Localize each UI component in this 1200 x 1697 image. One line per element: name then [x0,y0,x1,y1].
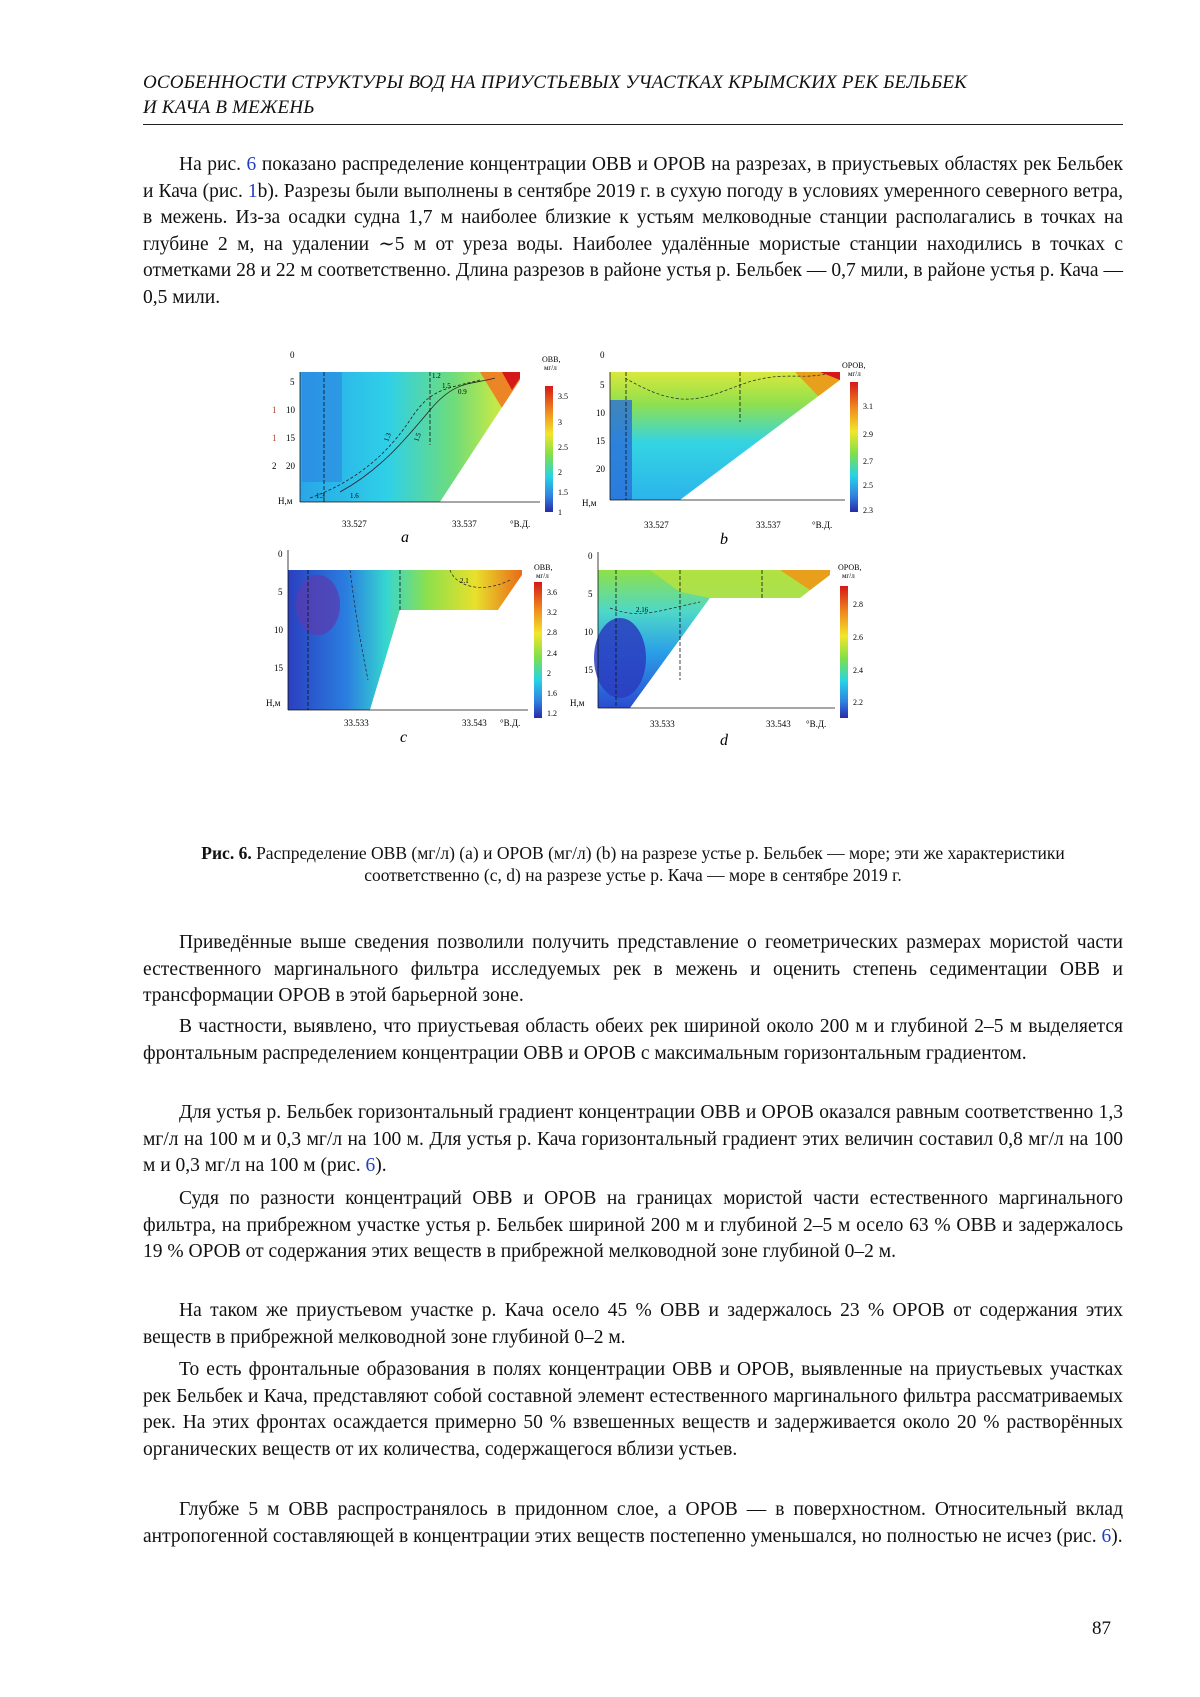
contour-label: 2.16 [636,606,649,614]
y-tick: 5 [600,380,605,390]
legend-tick: 2.6 [853,633,863,642]
legend-tick: 2 [547,669,551,678]
panel-b [582,350,873,548]
panel-letter: b [720,531,728,548]
contour-label: 2.1 [460,577,469,585]
page-number: 87 [1092,1618,1111,1639]
x-unit: °В.Д. [510,519,531,529]
x-tick: 33.533 [650,719,675,729]
legend-title: ОВВ, [542,355,561,364]
panel-a-low-zone [302,372,342,482]
y-tick: 10 [274,625,283,635]
panel-c [266,549,557,746]
legend-tick: 1.6 [547,689,557,698]
y-tick: 10 [596,408,605,418]
legend-tick: 1 [558,508,562,517]
paragraph-1: Приведённые выше сведения позволили получить представление о геометрических размерах мористой части естественного маргинального фильтра исследуемых рек в межень и оценить степень седиментации ОВВ и трансформации ОРОВ в этой барьерной зоне. [143,932,1123,1007]
legend-tick: 2 [558,468,562,477]
y-tick: 0 [588,551,593,561]
colorbar [545,386,553,512]
margin-mark: 1 [272,405,277,415]
legend-tick: 2.8 [853,600,863,609]
legend-tick: 2.8 [547,628,557,637]
legend-tick: 2.5 [558,443,568,452]
x-tick: 33.537 [756,520,781,530]
legend-tick: 2.4 [853,666,863,675]
y-unit: Н,м [582,498,597,508]
x-tick: 33.527 [644,520,669,530]
reference-link[interactable]: 1 [247,180,258,202]
colorbar [534,582,542,718]
panel-letter: c [400,729,408,746]
caption-label: Рис. 6. [201,843,252,863]
x-tick: 33.543 [766,719,791,729]
y-unit: Н,м [266,698,281,708]
panel-d-low-zone [594,618,646,698]
legend-tick: 2.4 [547,649,557,658]
intro-paragraph: На рис. 6 показано распределение концентрации ОВВ и ОРОВ на разрезах, в приустьевых областях рек Бельбек и Кача (рис. 1b). Разрезы были выполнены в сентябре 2019 г. в сухую погоду в условиях умеренного северного ветра, в межень. Из-за осадки судна 1,7 м наиболее близкие к устьям мелководные станции располагались в точках на глубине 2 м, на удалении ∼5 м от уреза воды. Наиболее удалённые мористые станции находились в точках с отметками 28 и 22 м соответственно. Длина разрезов в районе устья р. Бельбек — 0,7 мили, в районе устья р. Кача — 0,5 мили. [143,154,1124,308]
paragraph-3: Для устья р. Бельбек горизонтальный градиент концентрации ОВВ и ОРОВ оказался равным соответственно 1,3 мг/л на 100 м и 0,3 мг/л на 100 м. Для устья р. Кача горизонтальный градиент этих величин составил 0,8 мг/л на 100 м и 0,3 мг/л на 100 м (рис. 6). [143,1102,1123,1177]
running-header-line-2: И КАЧА В МЕЖЕНЬ [143,97,315,118]
y-tick: 15 [596,436,605,446]
x-unit: °В.Д. [806,719,827,729]
x-unit: °В.Д. [500,718,521,728]
y-unit: Н,м [278,496,293,506]
colorbar [850,382,858,512]
panel-d [570,551,863,749]
contour-label: 1.2 [432,372,441,380]
y-tick: 0 [600,350,605,360]
y-tick: 20 [286,461,295,471]
y-tick: 10 [286,405,295,415]
y-tick: 0 [278,549,283,559]
paragraph-2: В частности, выявлено, что приустьевая область обеих рек шириной около 200 м и глубиной 2–5 м выделяется фронтальным распределением концентрации ОВВ и ОРОВ с максимальным горизонтальным градиентом. [143,1016,1123,1064]
legend-title: мг/л [848,370,861,378]
figure-link[interactable]: 6 [365,1155,376,1177]
panel-letter: a [401,529,409,546]
legend-tick: 2.3 [863,506,873,515]
margin-mark: 1 [272,433,277,443]
x-tick: 33.527 [342,519,367,529]
legend-tick: 2.9 [863,430,873,439]
x-tick: 33.543 [462,718,487,728]
figure-link[interactable]: 6 [246,154,257,175]
y-tick: 5 [290,377,295,387]
contour-label: 1.5 [412,431,423,443]
panel-a [278,350,568,546]
paragraph-4: Судя по разности концентраций ОВВ и ОРОВ на границах мористой части естественного маргинального фильтра, на прибрежном участке устья р. Бельбек шириной 200 м и глубиной 2–5 м осело 63 % ОВВ и задержалось 19 % ОРОВ от содержания этих веществ в прибрежной мелководной зоне глубиной 0–2 м. [143,1188,1123,1263]
legend-title: ОВВ, [534,563,553,572]
legend-tick: 3.1 [863,402,873,411]
colorbar [840,586,848,718]
legend-tick: 1.2 [547,709,557,718]
legend-title: ОРОВ, [838,563,862,572]
figure-caption [143,842,1123,886]
y-tick: 10 [584,627,593,637]
margin-mark: 2 [272,461,277,471]
paragraph-6: То есть фронтальные образования в полях концентрации ОВВ и ОРОВ, выявленные на приустьевых участках рек Бельбек и Кача, представляют собой составной элемент естественного маргинального фильтра рассматриваемых рек. На этих фронтах осаждается примерно 50 % взвешенных веществ и задерживается около 20 % растворённых органических веществ от их количества, содержащегося вблизи устьев. [143,1359,1123,1460]
legend-title: ОРОВ, [842,361,866,370]
paragraph-7: Глубже 5 м ОВВ распространялось в придонном слое, а ОРОВ — в поверхностном. Относительный вклад антропогенной составляющей в концентрации этих веществ постепенно уменьшался, но полностью не исчез (рис. 6). [143,1499,1123,1547]
panel-b-low-zone [610,400,632,500]
legend-tick: 2.2 [853,698,863,707]
legend-title: мг/л [536,572,549,580]
panel-c-low-zone [296,575,340,635]
caption-text: Распределение ОВВ (мг/л) (a) и ОРОВ (мг/л) (b) на разрезе устье р. Бельбек — море; эти же характеристики соответственно (c, d) на разрезе устье р. Кача — море в сентябре 2019 г. [251,843,1065,885]
contour-label: 1.6 [350,492,359,500]
running-header [143,70,1123,120]
legend-tick: 2.7 [863,457,873,466]
y-tick: 5 [278,587,283,597]
legend-tick: 3 [558,418,562,427]
x-tick: 33.533 [344,718,369,728]
contour-label: 1.5 [442,382,451,390]
legend-tick: 3.2 [547,608,557,617]
contour-label: 0.9 [458,388,467,396]
y-tick: 15 [274,663,283,673]
contour-label: 1.3 [382,431,393,443]
x-unit: °В.Д. [812,520,833,530]
legend-tick: 3.5 [558,392,568,401]
header-rule [143,124,1123,125]
y-tick: 15 [584,665,593,675]
paragraph-5: На таком же приустьевом участке р. Кача осело 45 % ОВВ и задержалось 23 % ОРОВ от содержания этих веществ в прибрежной мелководной зоне глубиной 0–2 м. [143,1300,1123,1348]
legend-title: мг/л [544,364,557,372]
legend-tick: 2.5 [863,481,873,490]
figure-6 [266,350,920,810]
y-tick: 15 [286,433,295,443]
legend-title: мг/л [842,572,855,580]
legend-tick: 1.5 [558,488,568,497]
panel-letter: d [720,732,728,749]
figure-link[interactable]: 6 [1101,1525,1112,1547]
y-tick: 5 [588,589,593,599]
x-tick: 33.537 [452,519,477,529]
contour-label: 1.3 [316,492,325,500]
y-unit: Н,м [570,698,585,708]
legend-tick: 3.6 [547,588,557,597]
y-tick: 20 [596,464,605,474]
running-header-line-1: ОСОБЕННОСТИ СТРУКТУРЫ ВОД НА ПРИУСТЬЕВЫХ УЧАСТКАХ КРЫМСКИХ РЕК БЕЛЬБЕК [143,72,967,93]
y-tick: 0 [290,350,295,360]
